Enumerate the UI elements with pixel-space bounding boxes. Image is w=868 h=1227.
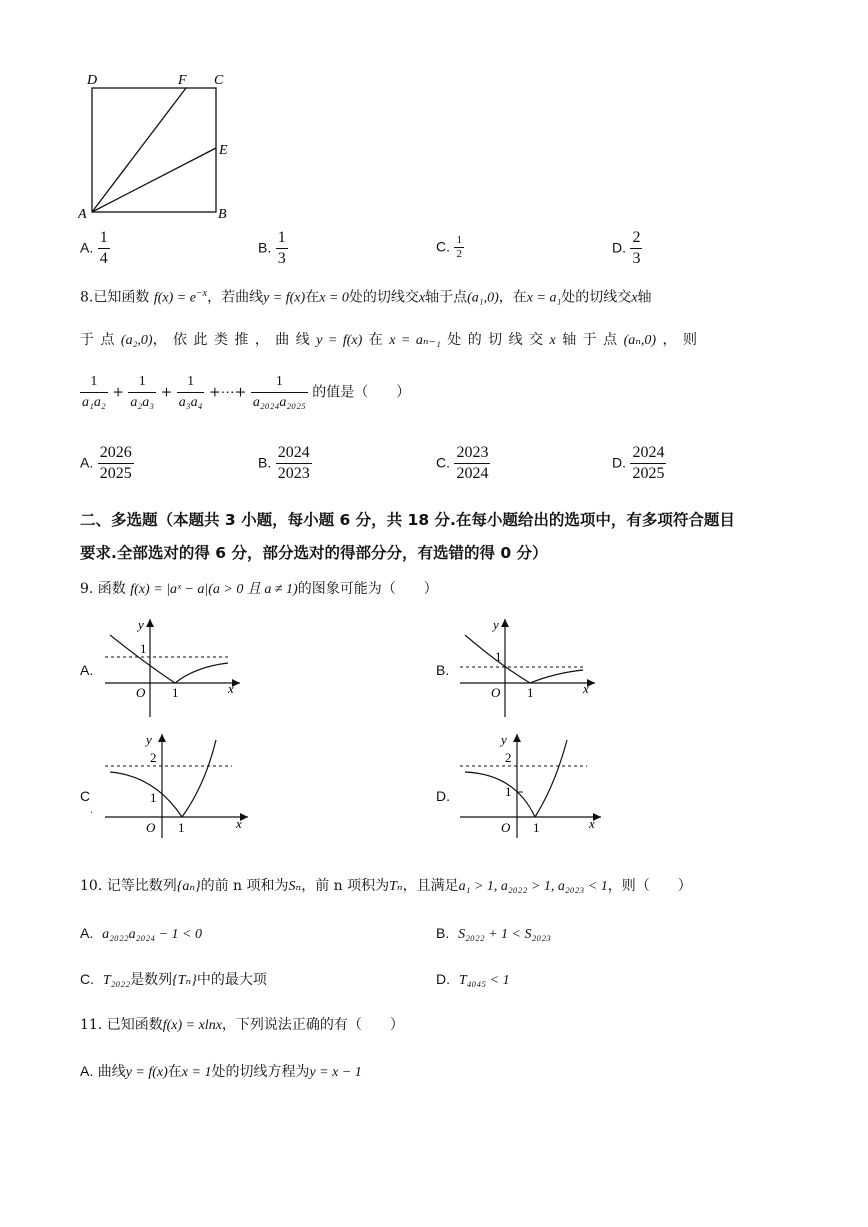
- q7-option-d-fraction: $\frac{2}{3}$: [632, 229, 641, 267]
- svg-text:2: 2: [505, 750, 512, 765]
- label-C: C: [214, 73, 224, 88]
- svg-text:y: y: [493, 617, 499, 632]
- q9-graph-b[interactable]: [455, 615, 605, 720]
- q8-term-last: $\frac{1}{\text{a₂₀₂₄a₂₀₂₅}}$: [252, 374, 306, 410]
- q9-graph-a[interactable]: [100, 615, 250, 720]
- svg-text:1: 1: [495, 649, 502, 664]
- svg-text:y: y: [138, 617, 144, 632]
- section2-heading-line1: 二、多选题（本题共 3 小题，每小题 6 分，共 18 分.在每小题给出的选项中，有多项符合题目: [80, 511, 735, 529]
- q9-option-b-letter[interactable]: B.: [436, 662, 450, 678]
- q9-option-d-letter[interactable]: D.: [436, 788, 450, 804]
- svg-text:O: O: [501, 820, 511, 835]
- q8-line1: 8.已知函数 $f(x) = e^{-x}$，若曲线y = f(x)在x = 0处的切线交x轴于点(a₁,0)，在x = a₁处的切线交x轴: [80, 288, 652, 306]
- q11-option-a[interactable]: A. 曲线y = f(x)在x = 1处的切线方程为y = x − 1: [80, 1063, 362, 1080]
- q7-option-a-fraction: $\frac{1}{4}$: [99, 229, 108, 267]
- q10-option-d[interactable]: D. T₄₀₄₅ < 1: [436, 971, 510, 988]
- label-B: B: [218, 207, 227, 222]
- label-F: F: [178, 73, 187, 88]
- svg-text:2: 2: [150, 750, 157, 765]
- q10-option-c[interactable]: C. T₂₀₂₂是数列{Tₙ}中的最大项: [80, 971, 267, 988]
- q8-term-3: $\frac{1}{\text{a₃a₄}}$: [178, 374, 203, 410]
- q7-option-c[interactable]: C. $\frac{1}{2}$: [436, 234, 462, 260]
- section2-heading-line2: 要求.全部选对的得 6 分，部分选对的得部分分，有选错的得 0 分）: [80, 544, 548, 562]
- q7-option-d[interactable]: D. $\frac{2}{3}$: [612, 229, 641, 267]
- q9-option-a-letter[interactable]: A.: [80, 662, 94, 678]
- q8-term-1: $\frac{1}{\text{a₁a₂}}$: [82, 374, 106, 410]
- q7-square-figure: [78, 66, 248, 226]
- q9-stem: 9. 函数 f(x) = |aˣ − a|(a > 0 且 a ≠ 1)的图象可能为（ ）: [80, 581, 438, 597]
- svg-text:1: 1: [172, 685, 179, 700]
- svg-text:1: 1: [505, 784, 512, 799]
- svg-text:O: O: [136, 685, 146, 700]
- q7-option-a[interactable]: A. $\frac{1}{4}$: [80, 229, 108, 267]
- q9-option-c-letter[interactable]: $C_.$: [80, 788, 93, 816]
- q8-line2: 于 点 (a₂,0)， 依 此 类 推 ， 曲 线 y = f(x) 在 x = aₙ₋₁ 处 的 切 线 交 x 轴 于 点 (aₙ,0) ， 则: [80, 332, 697, 348]
- svg-text:1: 1: [140, 641, 147, 656]
- q8-option-d[interactable]: D. $\frac{2024}{2025}$: [612, 444, 665, 482]
- svg-text:x: x: [228, 681, 234, 696]
- label-A: A: [78, 207, 87, 222]
- q9-graph-d[interactable]: [455, 730, 605, 840]
- q9-graph-c[interactable]: [100, 730, 250, 840]
- svg-text:x: x: [583, 681, 589, 696]
- q10-option-b[interactable]: B. S₂₀₂₂ + 1 < S₂₀₂₃: [436, 925, 551, 942]
- svg-text:y: y: [501, 732, 507, 747]
- svg-text:1: 1: [178, 820, 185, 835]
- svg-text:O: O: [491, 685, 501, 700]
- svg-text:1: 1: [527, 685, 534, 700]
- label-E: E: [219, 143, 228, 158]
- q7-option-c-fraction: $\frac{1}{2}$: [456, 234, 462, 260]
- q8-sum-expression: $\frac{1}{\text{a₁a₂}}$ + $\frac{1}{\text{a₂a₃}}$ + $\frac{1}{\text{a₃a₄}}$ +⋯+ $\frac{1}{\text{a₂₀₂₄a₂₀₂₅}}$ 的值是（ ）: [80, 372, 410, 413]
- svg-text:O: O: [146, 820, 156, 835]
- q11-stem: 11. 已知函数f(x) = xlnx，下列说法正确的有（ ）: [80, 1017, 404, 1033]
- q7-option-b-fraction: $\frac{1}{3}$: [277, 229, 286, 267]
- q10-stem: 10. 记等比数列{aₙ}的前 n 项和为Sₙ，前 n 项积为Tₙ，且满足a₁ > 1, a₂₀₂₂ > 1, a₂₀₂₃ < 1，则（ ）: [80, 878, 692, 894]
- svg-text:x: x: [236, 816, 242, 831]
- q8-term-2: $\frac{1}{\text{a₂a₃}}$: [130, 374, 155, 410]
- svg-text:x: x: [589, 816, 595, 831]
- q8-option-c[interactable]: C. $\frac{2023}{2024}$: [436, 444, 489, 482]
- svg-text:y: y: [146, 732, 152, 747]
- q10-option-a[interactable]: A. a₂₀₂₂a₂₀₂₄ − 1 < 0: [80, 925, 202, 942]
- q8-option-a[interactable]: A. $\frac{2026}{2025}$: [80, 444, 132, 482]
- q8-option-b[interactable]: B. $\frac{2024}{2023}$: [258, 444, 310, 482]
- label-D: D: [87, 73, 98, 88]
- svg-text:1: 1: [533, 820, 540, 835]
- svg-text:1: 1: [150, 790, 157, 805]
- q7-option-b[interactable]: B. $\frac{1}{3}$: [258, 229, 286, 267]
